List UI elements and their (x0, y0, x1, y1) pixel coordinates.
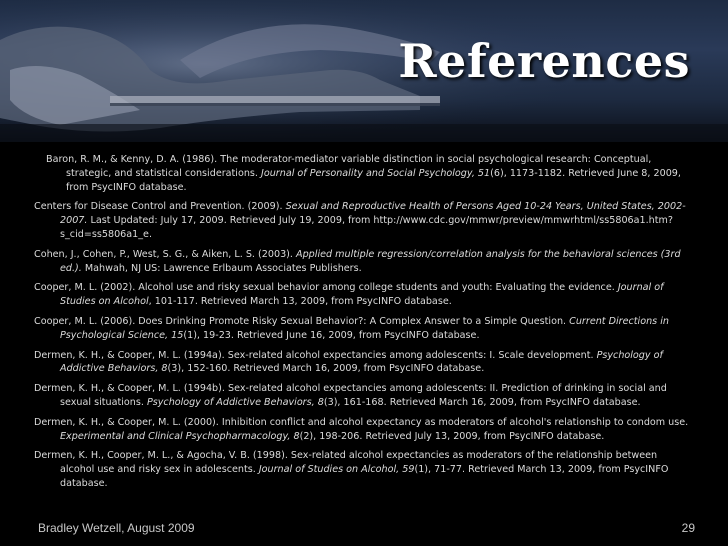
reference-entry: Cohen, J., Cohen, P., West, S. G., & Aiken, L. S. (2003). Applied multiple regression/correlation analysis for the behavioral sciences (3rd ed.). Mahwah, NJ US: Lawrence Erlbaum Associates Publishers. (34, 248, 681, 274)
references-list (34, 153, 694, 497)
page-title: References (398, 34, 690, 88)
header-banner (0, 0, 728, 142)
reference-entry: Dermen, K. H., & Cooper, M. L. (2000). Inhibition conflict and alcohol expectancy as moderators of alcohol's relationship to condom use. Experimental and Clinical Psychopharmacology, 8(2), 198-206. Retrieved July 13, 2009, from PsycINFO database. (34, 416, 689, 442)
reference-entry: Baron, R. M., & Kenny, D. A. (1986). The moderator-mediator variable distinction in social psychological research: Conceptual, strategic, and statistical considerations. Journal of Personality and Social Psychology, 51(6), 1173-1182. Retrieved June 8, 2009, from PsycINFO database. (46, 154, 681, 193)
page-number: 29 (681, 521, 695, 535)
reference-entry: Dermen, K. H., & Cooper, M. L. (1994a). Sex-related alcohol expectancies among adolescents: I. Scale development. Psychology of Addictive Behaviors, 8(3), 152-160. Retrieved March 16, 2009, from PsycINFO database. (34, 349, 663, 375)
reference-entry: Cooper, M. L. (2002). Alcohol use and risky sexual behavior among college students and youth: Evaluating the evidence. Journal of Studies on Alcohol, 101-117. Retrieved March 13, 2009, from PsycINFO database. (34, 282, 664, 308)
footer-author-date: Bradley Wetzell, August 2009 (38, 521, 195, 535)
reference-entry: Dermen, K. H., & Cooper, M. L. (1994b). Sex-related alcohol expectancies among adolescents: II. Prediction of drinking in social and sexual situations. Psychology of Addictive Behaviors, 8(3), 161-168. Retrieved March 16, 2009, from PsycINFO database. (34, 383, 667, 408)
reference-entry: Centers for Disease Control and Prevention. (2009). Sexual and Reproductive Health of Persons Aged 10-24 Years, United States, 2002-2007. Last Updated: July 17, 2009. Retrieved July 19, 2009, from http://www.cdc.gov/mmwr/preview/mmwrhtml/ss5806a1.htm?s_cid=ss5806a1_e. (34, 201, 686, 240)
reference-entry: Dermen, K. H., Cooper, M. L., & Agocha, V. B. (1998). Sex-related alcohol expectancies as moderators of the relationship between alcohol use and risky sex in adolescents. Journal of Studies on Alcohol, 59(1), 71-77. Retrieved March 13, 2009, from PsycINFO database. (34, 450, 669, 489)
reference-entry: Cooper, M. L. (2006). Does Drinking Promote Risky Sexual Behavior?: A Complex Answer to a Simple Question. Current Directions in Psychological Science, 15(1), 19-23. Retrieved June 16, 2009, from PsycINFO database. (34, 315, 669, 341)
